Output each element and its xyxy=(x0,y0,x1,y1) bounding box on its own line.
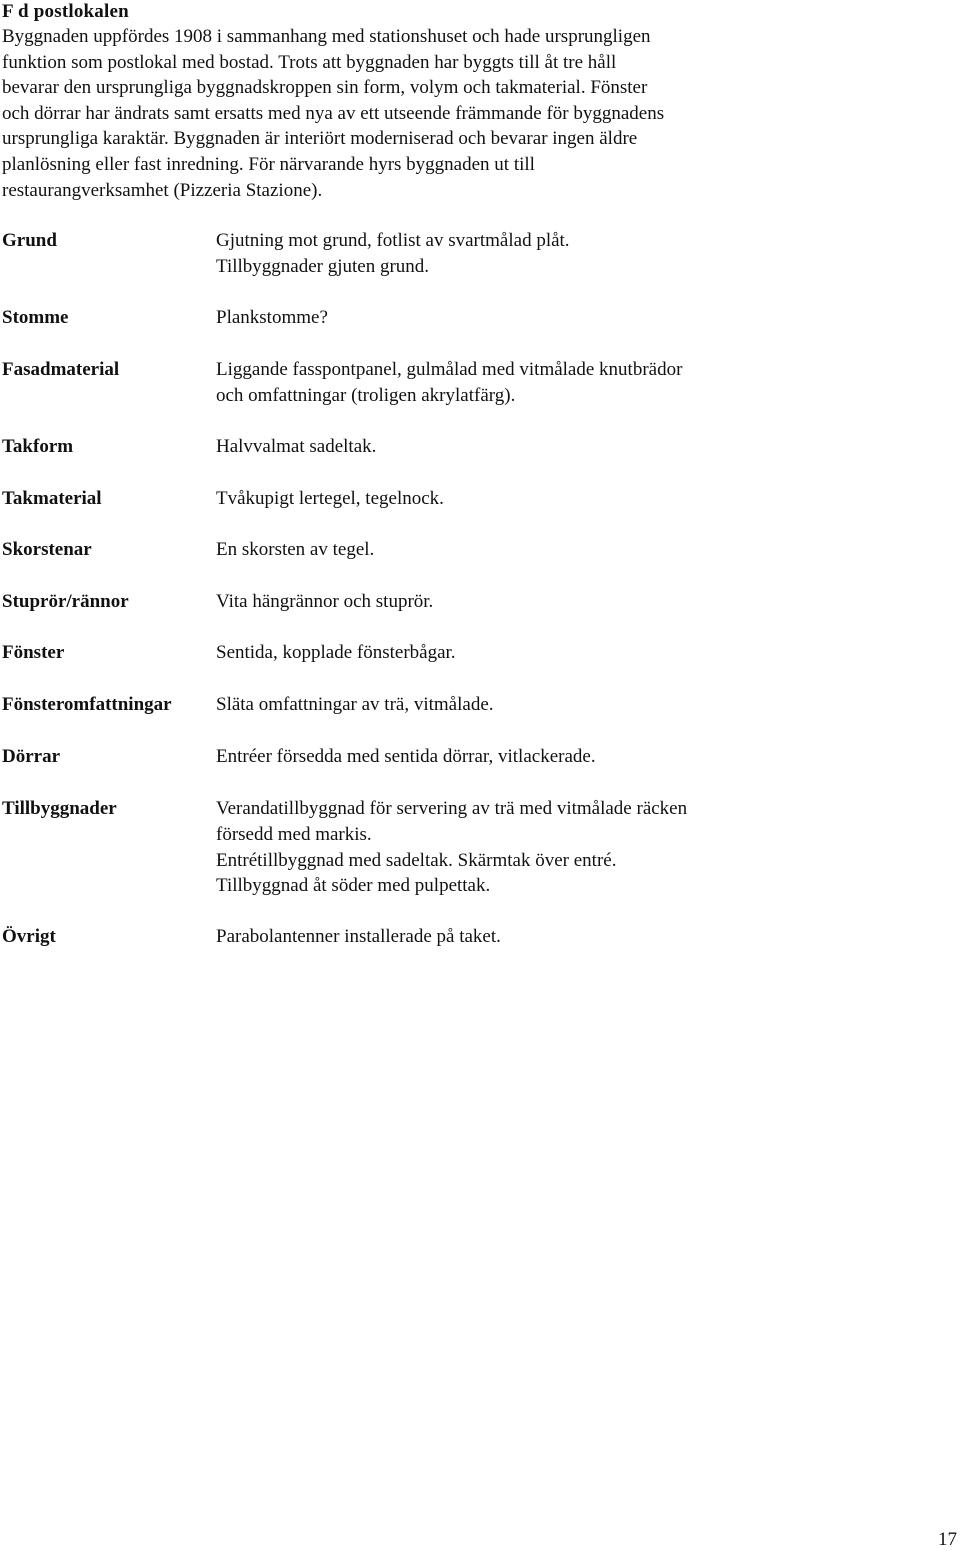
property-value-line: Vita hängrännor och stuprör. xyxy=(216,591,434,612)
property-value-line: Tillbyggnader gjuten grund. xyxy=(216,255,430,277)
property-value-line: Tillbyggnad åt söder med pulpettak. xyxy=(216,875,491,897)
property-label-grund: Grund xyxy=(2,230,57,251)
property-value-takmaterial xyxy=(216,486,444,512)
property-value-ovrigt xyxy=(216,924,501,950)
property-value-dorrar xyxy=(216,744,596,770)
property-value-line: Entréer försedda med sentida dörrar, vitlackerade. xyxy=(216,746,596,767)
property-label-ovrigt: Övrigt xyxy=(2,926,56,947)
property-value-line: Halvvalmat sadeltak. xyxy=(216,436,377,457)
property-label-takmaterial: Takmaterial xyxy=(2,488,102,509)
property-value-fasadmaterial xyxy=(216,357,682,409)
property-value-line: Släta omfattningar av trä, vitmålade. xyxy=(216,694,494,715)
property-value-stupror-rannor xyxy=(216,589,433,615)
property-label-fasadmaterial: Fasadmaterial xyxy=(2,359,120,380)
property-label-skorstenar: Skorstenar xyxy=(2,539,92,560)
intro-line: restaurangverksamhet (Pizzeria Stazione). xyxy=(2,179,323,201)
property-label-dorrar: Dörrar xyxy=(2,746,61,767)
property-value-line: försedd med markis. xyxy=(216,823,372,845)
property-value-line: Verandatillbyggnad för servering av trä med vitmålade räcken xyxy=(216,798,688,819)
property-value-grund xyxy=(216,228,570,280)
intro-line: bevarar den ursprungliga byggnadskroppen sin form, volym och takmaterial. Fönster xyxy=(2,77,648,99)
property-label-tillbyggnader: Tillbyggnader xyxy=(2,798,117,819)
property-label-fonster: Fönster xyxy=(2,642,65,663)
property-value-line: Parabolantenner installerade på taket. xyxy=(216,926,501,947)
property-value-line: Entrétillbyggnad med sadeltak. Skärmtak över entré. xyxy=(216,849,617,871)
property-label-stupror-rannor: Stuprör/rännor xyxy=(2,591,129,612)
intro-line: och dörrar har ändrats samt ersatts med nya av ett utseende främmande för byggnadens xyxy=(2,102,665,124)
property-value-fonster xyxy=(216,640,456,666)
property-value-line: och omfattningar (troligen akrylatfärg). xyxy=(216,384,516,406)
intro-line: Byggnaden uppfördes 1908 i sammanhang med stationshuset och hade ursprungligen xyxy=(2,26,651,47)
property-value-takform xyxy=(216,434,376,460)
property-value-stomme xyxy=(216,305,328,331)
property-label-fonsteromfattningar: Fönsteromfattningar xyxy=(2,694,172,715)
intro-line: ursprungliga karaktär. Byggnaden är interiört moderniserad och bevarar ingen äldre xyxy=(2,128,638,150)
property-label-takform: Takform xyxy=(2,436,74,457)
property-value-tillbyggnader xyxy=(216,796,687,899)
property-value-line: Sentida, kopplade fönsterbågar. xyxy=(216,642,456,663)
property-value-line: Liggande fasspontpanel, gulmålad med vitmålade knutbrädor xyxy=(216,359,683,380)
property-label-stomme: Stomme xyxy=(2,307,69,328)
intro-line: funktion som postlokal med bostad. Trots att byggnaden har byggts till åt tre håll xyxy=(2,51,617,73)
property-value-line: Tvåkupigt lertegel, tegelnock. xyxy=(216,488,444,509)
property-value-line: Plankstomme? xyxy=(216,307,328,328)
page-number: 17 xyxy=(938,1529,957,1550)
intro-line: planlösning eller fast inredning. För närvarande hyrs byggnaden ut till xyxy=(2,153,535,175)
property-value-line: Gjutning mot grund, fotlist av svartmålad plåt. xyxy=(216,230,570,251)
property-value-skorstenar xyxy=(216,537,374,563)
property-value-fonsteromfattningar xyxy=(216,692,494,718)
section-title: F d postlokalen xyxy=(2,1,129,22)
property-value-line: En skorsten av tegel. xyxy=(216,539,375,560)
